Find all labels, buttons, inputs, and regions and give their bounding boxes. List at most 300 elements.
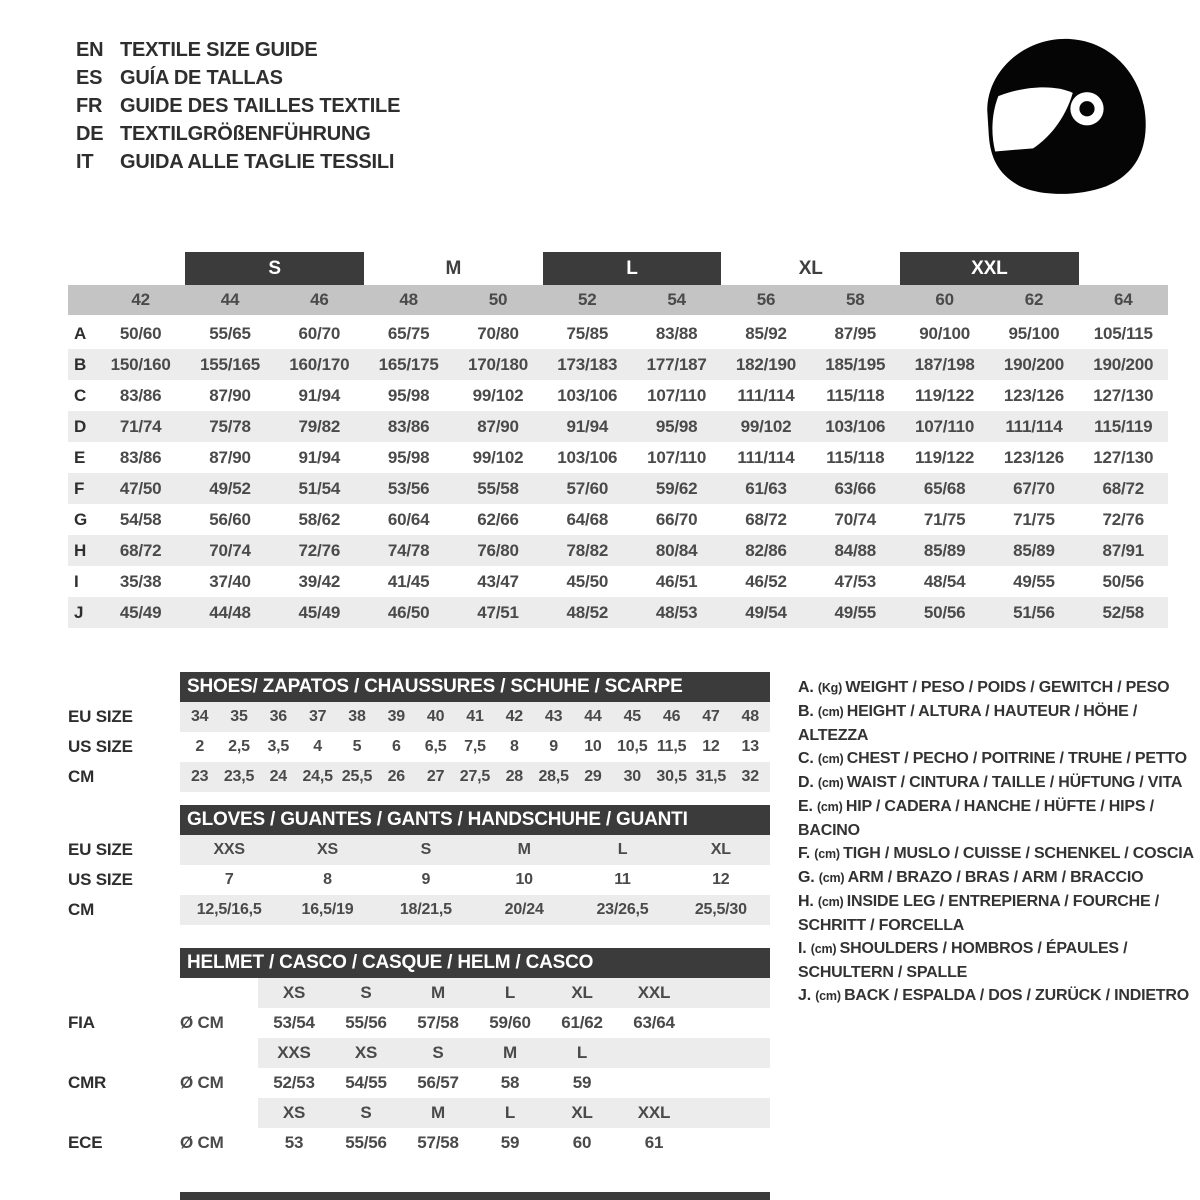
size-value-cell: 87/90 [209, 447, 251, 467]
size-value-cell: 43/47 [477, 571, 519, 591]
helmet-size-band [258, 978, 770, 1008]
shoes-row [68, 732, 770, 762]
helmet-value-cell: 61/62 [561, 1013, 603, 1032]
shoes-value-cell: 27,5 [459, 768, 491, 785]
gloves-value-cell: 16,5/19 [301, 901, 354, 918]
legend-text: BACK / ESPALDA / DOS / ZURÜCK / INDIETRO [844, 987, 1189, 1004]
helmet-value-band [258, 1128, 770, 1158]
shoes-value-cell: 13 [741, 738, 759, 755]
helmet-value-cell: 53/54 [273, 1013, 315, 1032]
size-value-cell: 41/45 [387, 571, 430, 591]
size-value-cell: 57/60 [566, 478, 609, 498]
size-value-cell: 70/74 [209, 540, 251, 560]
sub-tables-column [68, 672, 770, 1158]
numeric-size: 42 [131, 290, 150, 309]
numeric-size: 52 [578, 290, 597, 309]
legend-text: TIGH / MUSLO / CUISSE / SCHENKEL / COSCIA [843, 845, 1194, 862]
legend-item-H [798, 890, 1194, 937]
size-value-cell: 61/63 [745, 478, 787, 498]
helmet-size-label: S [432, 1043, 444, 1062]
numeric-size: 64 [1114, 290, 1133, 309]
helmet-size-label-row [68, 1098, 770, 1128]
gloves-table [68, 835, 770, 925]
shoes-value-cell: 43 [544, 708, 563, 725]
shoes-value-cell: 9 [549, 738, 558, 755]
size-value-cell: 46/52 [745, 571, 787, 591]
shoes-value-cell: 29 [584, 768, 602, 785]
helmet-size-label: M [503, 1043, 517, 1062]
legend-text: WEIGHT / PESO / POIDS / GEWITCH / PESO [845, 679, 1170, 696]
legend-text: HEIGHT / ALTURA / HAUTEUR / HÖHE / ALTEZZA [798, 703, 1138, 744]
size-value-cell: 115/119 [1094, 416, 1153, 436]
size-value-cell: 35/38 [119, 571, 162, 591]
language-code: ES [76, 66, 103, 89]
legend-letter: J. [798, 987, 816, 1004]
size-value-cell: 54/58 [119, 509, 162, 529]
shoes-value-cell: 30,5 [656, 768, 687, 785]
gloves-row [68, 895, 770, 925]
helmet-table [68, 978, 770, 1158]
legend-unit: (cm) [817, 776, 847, 790]
shoes-value-cell: 2 [195, 738, 205, 755]
size-value-cell: 70/74 [834, 509, 877, 529]
helmet-unit-label: Ø CM [180, 1073, 224, 1092]
size-value-cell: 103/106 [557, 447, 618, 467]
shoes-value-cell: 32 [741, 768, 759, 785]
helmet-value-cell: 63/64 [633, 1013, 675, 1032]
gloves-value-cell: 8 [323, 871, 332, 888]
language-row [76, 36, 400, 64]
numeric-size: 46 [310, 290, 329, 309]
gloves-value-cell: S [420, 841, 432, 858]
size-value-cell: 75/78 [209, 416, 251, 436]
shoes-values-band [180, 762, 770, 792]
size-value-cell: 45/49 [298, 602, 341, 622]
size-value-cell: 87/91 [1102, 540, 1145, 560]
size-value-cell: 39/42 [298, 571, 341, 591]
legend-text: WAIST / CINTURA / TAILLE / HÜFTUNG / VITA [846, 774, 1183, 791]
size-value-cell: 65/68 [923, 478, 966, 498]
size-value-cell: 68/72 [745, 509, 787, 529]
legend-unit: (cm) [817, 895, 847, 909]
size-value-cell: 72/76 [1102, 509, 1145, 529]
language-title: TEXTILE SIZE GUIDE [120, 38, 318, 61]
size-value-cell: 46/51 [655, 571, 698, 591]
gloves-row [68, 865, 770, 895]
shoes-row [68, 702, 770, 732]
gloves-value-cell: 9 [421, 871, 431, 888]
legend-text: SHOULDERS / HOMBROS / ÉPAULES / SCHULTERN / SPALLE [798, 940, 1128, 981]
legend-letter: F. [798, 845, 815, 862]
language-row [76, 148, 400, 176]
numeric-size: 54 [667, 290, 686, 309]
gloves-value-cell: XL [710, 841, 731, 858]
helmet-size-label: L [504, 983, 516, 1002]
size-value-cell: 67/70 [1013, 478, 1055, 498]
size-value-cell: 182/190 [735, 354, 796, 374]
shoes-value-cell: 6,5 [424, 738, 447, 755]
helmet-spacer [180, 978, 258, 1008]
helmet-spacer [68, 1098, 180, 1128]
size-value-cell: 173/183 [557, 354, 618, 374]
language-title: GUIDE DES TAILLES TEXTILE [120, 94, 401, 117]
size-value-cell: 91/94 [298, 447, 341, 467]
measurement-row-A [68, 318, 1168, 349]
helmet-value-cell: 59/60 [489, 1013, 531, 1032]
helmet-value-cell: 55/56 [345, 1133, 387, 1152]
size-value-cell: 58/62 [298, 509, 341, 529]
legend-item-D [798, 771, 1194, 795]
shoes-table [68, 702, 770, 792]
shoes-value-cell: 42 [505, 708, 523, 725]
size-value-cell: 50/56 [1102, 571, 1145, 591]
measurement-row-I [68, 566, 1168, 597]
helmet-size-label: S [360, 1103, 372, 1122]
shoes-row-label: EU SIZE [68, 707, 133, 726]
size-group-M: M [445, 257, 462, 279]
shoes-value-cell: 44 [584, 708, 602, 725]
size-value-cell: 53/56 [387, 478, 430, 498]
size-value-cell: 103/106 [557, 385, 618, 405]
helmet-standard-label: CMR [68, 1073, 107, 1092]
numeric-size: 48 [399, 290, 418, 309]
size-value-cell: 49/52 [209, 478, 251, 498]
legend-unit: (cm) [810, 942, 840, 956]
size-value-cell: 165/175 [378, 354, 439, 374]
size-value-cell: 76/80 [477, 540, 519, 560]
helmet-value-cell: 53 [284, 1133, 304, 1152]
size-value-cell: 48/53 [655, 602, 698, 622]
size-value-cell: 46/50 [387, 602, 430, 622]
language-code: FR [76, 94, 103, 117]
shoes-value-cell: 6 [391, 738, 401, 755]
size-value-cell: 70/80 [477, 323, 519, 343]
size-value-cell: 99/102 [472, 447, 524, 467]
legend-unit: (Kg) [817, 681, 846, 695]
size-value-cell: 51/56 [1013, 602, 1055, 622]
racing-helmet-icon [968, 28, 1168, 218]
shoes-value-cell: 41 [466, 708, 484, 725]
measurement-rows [68, 318, 1168, 628]
measurement-row-E [68, 442, 1168, 473]
size-value-cell: 127/130 [1093, 385, 1154, 405]
legend-unit: (cm) [818, 871, 848, 885]
language-code: DE [76, 122, 104, 145]
size-value-cell: 99/102 [740, 416, 792, 436]
shoes-values-band [180, 702, 770, 732]
gloves-section-title: GLOVES / GUANTES / GANTS / HANDSCHUHE / GUANTI [180, 805, 770, 835]
shoes-value-cell: 3,5 [267, 738, 290, 755]
size-group-header-row [68, 252, 1168, 285]
gloves-values-band [180, 895, 770, 925]
shoes-value-cell: 24,5 [302, 768, 333, 785]
helmet-size-label: S [360, 983, 372, 1002]
row-label: D [74, 416, 87, 436]
size-value-cell: 62/66 [477, 509, 519, 529]
shoes-value-cell: 40 [426, 708, 445, 725]
helmet-value-cell: 60 [572, 1133, 592, 1152]
size-value-cell: 127/130 [1093, 447, 1154, 467]
size-value-cell: 190/200 [1003, 354, 1064, 374]
helmet-value-cell [618, 1068, 690, 1098]
helmet-value-cell: 56/57 [417, 1073, 459, 1092]
helmet-value-cell: 59 [500, 1133, 520, 1152]
label-spacer [68, 252, 96, 285]
gloves-value-cell: 18/21,5 [399, 901, 452, 918]
helmet-size-label: XS [354, 1043, 378, 1062]
size-value-cell: 48/52 [566, 602, 609, 622]
legend-unit: (cm) [817, 752, 847, 766]
legend-letter: C. [798, 750, 818, 767]
size-value-cell: 111/114 [737, 447, 795, 467]
size-value-cell: 190/200 [1093, 354, 1154, 374]
legend-item-C [798, 747, 1194, 771]
size-group-S: S [185, 252, 364, 285]
size-value-cell: 71/75 [923, 509, 966, 529]
legend-text: CHEST / PECHO / POITRINE / TRUHE / PETTO [846, 750, 1187, 767]
shoes-value-cell: 28 [505, 768, 523, 785]
shoes-row-label: CM [68, 767, 95, 786]
size-value-cell: 71/75 [1013, 509, 1055, 529]
size-value-cell: 72/76 [298, 540, 341, 560]
shoes-value-cell: 10 [584, 738, 602, 755]
size-value-cell: 115/118 [826, 385, 885, 405]
helmet-size-label: M [431, 983, 445, 1002]
size-value-cell: 103/106 [825, 416, 886, 436]
helmet-size-label: L [576, 1043, 588, 1062]
gloves-value-cell: 11 [614, 871, 631, 888]
language-code: IT [76, 150, 94, 173]
shoes-value-cell: 7,5 [464, 738, 486, 755]
size-value-cell: 90/100 [919, 323, 971, 343]
gloves-value-cell: M [517, 841, 531, 858]
gloves-value-cell: 10 [515, 871, 533, 888]
size-value-cell: 85/92 [745, 323, 787, 343]
legend-letter: I. [798, 940, 811, 957]
language-title: GUIDA ALLE TAGLIE TESSILI [120, 150, 395, 173]
legend-item-B [798, 700, 1194, 747]
size-group-XL: XL [798, 257, 823, 279]
legend-letter: B. [798, 703, 818, 720]
size-value-cell: 111/114 [1005, 416, 1063, 436]
numeric-size-strip [68, 285, 1168, 315]
legend-text: HIP / CADERA / HANCHE / HÜFTE / HIPS / BACINO [798, 798, 1154, 839]
helmet-unit-label: Ø CM [180, 1013, 224, 1032]
helmet-size-label: XXL [637, 983, 671, 1002]
partial-next-section-bar [180, 1192, 770, 1200]
helmet-spacer [68, 1038, 180, 1068]
size-value-cell: 95/98 [655, 416, 698, 436]
gloves-row [68, 835, 770, 865]
helmet-unit-label: Ø CM [180, 1133, 224, 1152]
language-row [76, 92, 400, 120]
size-value-cell: 52/58 [1102, 602, 1145, 622]
size-value-cell: 170/180 [467, 354, 528, 374]
shoes-section-title: SHOES/ ZAPATOS / CHAUSSURES / SCHUHE / SCARPE [180, 672, 770, 702]
legend-unit: (cm) [815, 989, 845, 1003]
size-value-cell: 71/74 [119, 416, 162, 436]
legend-unit: (cm) [817, 705, 847, 719]
measurement-row-B [68, 349, 1168, 380]
gloves-row-label: EU SIZE [68, 840, 133, 859]
shoes-value-cell: 27 [426, 768, 445, 785]
gloves-value-cell: XXS [213, 841, 245, 858]
measurement-row-F [68, 473, 1168, 504]
helmet-size-label: XXL [637, 1103, 671, 1122]
language-row [76, 120, 400, 148]
helmet-value-cell: 61 [644, 1133, 664, 1152]
size-value-cell: 48/54 [923, 571, 966, 591]
helmet-spacer [68, 978, 180, 1008]
measurement-row-G [68, 504, 1168, 535]
size-value-cell: 95/98 [387, 385, 430, 405]
helmet-standard-label: ECE [68, 1133, 103, 1152]
language-title-list [76, 36, 400, 176]
helmet-icon-svg [968, 28, 1168, 218]
shoes-value-cell: 23 [190, 768, 209, 785]
numeric-size: 44 [220, 290, 240, 309]
size-group-XXL: XXL [900, 252, 1079, 285]
size-value-cell: 56/60 [209, 509, 251, 529]
helmet-value-cell: 54/55 [345, 1073, 387, 1092]
shoes-value-cell: 30 [623, 768, 641, 785]
helmet-value-band [258, 1008, 770, 1038]
legend-item-E [798, 795, 1194, 842]
gloves-value-cell: XS [317, 841, 338, 858]
gloves-row-label: US SIZE [68, 870, 133, 889]
helmet-value-cell: 52/53 [273, 1073, 315, 1092]
row-label: C [74, 385, 87, 405]
size-value-cell: 82/86 [745, 540, 787, 560]
helmet-size-label: XXS [277, 1043, 311, 1062]
gloves-value-cell: 20/24 [504, 901, 544, 918]
size-value-cell: 66/70 [655, 509, 698, 529]
shoes-value-cell: 25,5 [341, 768, 373, 785]
size-value-cell: 91/94 [298, 385, 341, 405]
size-value-cell: 49/55 [834, 602, 877, 622]
numeric-size: 60 [935, 290, 954, 309]
shoes-value-cell: 39 [387, 708, 405, 725]
row-label: G [74, 509, 88, 529]
legend-letter: D. [798, 774, 818, 791]
size-value-cell: 60/64 [387, 509, 430, 529]
measurement-row-H [68, 535, 1168, 566]
language-row [76, 64, 400, 92]
helmet-size-label: XS [282, 1103, 306, 1122]
legend-letter: E. [798, 798, 817, 815]
size-value-cell: 83/86 [119, 385, 162, 405]
legend-letter: A. [798, 679, 818, 696]
shoes-values-band [180, 732, 770, 762]
helmet-data-row-CMR [68, 1068, 770, 1098]
helmet-size-label-row [68, 978, 770, 1008]
measurement-legend [798, 676, 1194, 1008]
size-value-cell: 47/53 [834, 571, 877, 591]
size-value-cell: 107/110 [647, 447, 707, 467]
size-value-cell: 37/40 [209, 571, 251, 591]
language-code: EN [76, 38, 104, 61]
shoes-value-cell: 4 [313, 738, 322, 755]
size-value-cell: 87/95 [834, 323, 877, 343]
row-label: A [74, 323, 87, 343]
helmet-size-band [258, 1038, 770, 1068]
row-label: J [74, 602, 84, 622]
legend-text: INSIDE LEG / ENTREPIERNA / FOURCHE / SCHRITT / FORCELLA [798, 893, 1159, 934]
size-value-cell: 155/165 [199, 354, 261, 374]
legend-letter: G. [798, 869, 819, 886]
numeric-size: 62 [1024, 290, 1044, 309]
helmet-value-band [258, 1068, 770, 1098]
size-value-cell: 59/62 [655, 478, 698, 498]
size-value-cell: 160/170 [289, 354, 350, 374]
size-value-cell: 187/198 [914, 354, 975, 374]
size-value-cell: 83/86 [387, 416, 430, 436]
shoes-value-cell: 31,5 [695, 768, 727, 785]
gloves-values-band [180, 865, 770, 895]
legend-unit: (cm) [814, 847, 844, 861]
size-value-cell: 91/94 [566, 416, 609, 436]
shoes-value-cell: 45 [623, 708, 641, 725]
size-value-cell: 85/89 [1013, 540, 1055, 560]
shoes-value-cell: 35 [230, 708, 248, 725]
numeric-size: 56 [756, 290, 776, 309]
size-value-cell: 45/50 [566, 571, 609, 591]
size-group-edge [96, 252, 185, 285]
label-spacer [68, 285, 96, 315]
legend-item-G [798, 866, 1194, 890]
size-value-cell: 107/110 [647, 385, 707, 405]
shoes-value-cell: 48 [741, 708, 759, 725]
size-group-L: L [543, 252, 722, 285]
shoes-value-cell: 11,5 [656, 738, 687, 755]
measurement-row-J [68, 597, 1168, 628]
size-value-cell: 60/70 [298, 323, 341, 343]
size-value-cell: 105/115 [1093, 323, 1153, 343]
legend-unit: (cm) [816, 800, 846, 814]
size-value-cell: 87/90 [209, 385, 251, 405]
size-value-cell: 44/48 [209, 602, 251, 622]
helmet-data-row-FIA [68, 1008, 770, 1038]
helmet-size-label: L [504, 1103, 516, 1122]
size-value-cell: 47/50 [119, 478, 162, 498]
size-value-cell: 84/88 [834, 540, 877, 560]
helmet-value-cell: 58 [500, 1073, 520, 1092]
size-value-cell: 64/68 [566, 509, 609, 529]
size-value-cell: 49/54 [745, 602, 787, 622]
row-label: E [74, 447, 86, 467]
shoes-value-cell: 28,5 [538, 768, 569, 785]
gloves-row-label: CM [68, 900, 95, 919]
shoes-value-cell: 36 [269, 708, 288, 725]
measurement-row-D [68, 411, 1168, 442]
size-value-cell: 83/86 [119, 447, 162, 467]
size-value-cell: 99/102 [472, 385, 524, 405]
helmet-data-row-ECE [68, 1128, 770, 1158]
numeric-size: 50 [488, 290, 508, 309]
size-value-cell: 68/72 [119, 540, 162, 560]
gloves-value-cell: 12,5/16,5 [196, 901, 262, 918]
size-value-cell: 78/82 [566, 540, 609, 560]
shoes-value-cell: 12 [702, 738, 720, 755]
size-value-cell: 63/66 [834, 478, 877, 498]
size-value-cell: 185/195 [825, 354, 886, 374]
legend-item-I [798, 937, 1194, 984]
legend-letter: H. [798, 893, 818, 910]
size-value-cell: 68/72 [1102, 478, 1145, 498]
helmet-value-cell: 55/56 [345, 1013, 387, 1032]
size-value-cell: 83/88 [655, 323, 698, 343]
size-value-cell: 55/65 [209, 323, 251, 343]
